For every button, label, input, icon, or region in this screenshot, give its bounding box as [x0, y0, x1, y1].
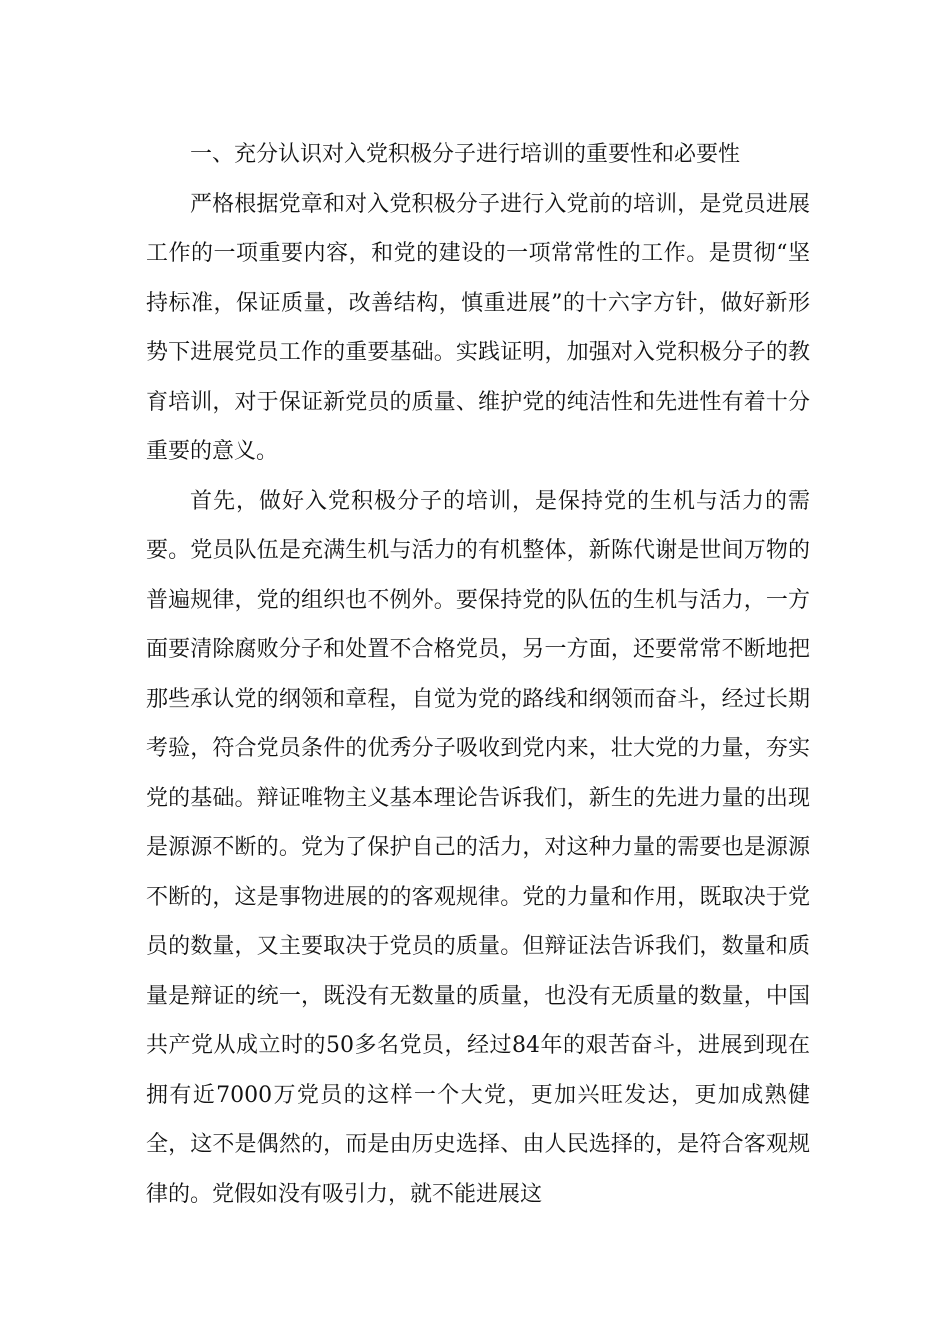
paragraph-2: 首先，做好入党积极分子的培训，是保持党的生机与活力的需要。党员队伍是充满生机与活力的有机整体，新陈代谢是世间万物的普遍规律，党的组织也不例外。要保持党的队伍的生机与活力，一方面要清除腐败分子和处置不合格党员，另一方面，还要常常不断地把那些承认党的纲领和章程，自觉为党的路线和纲领而奋斗，经过长期考验，符合党员条件的优秀分子吸收到党内来，壮大党的力量，夯实党的基础。辩证唯物主义基本理论告诉我们，新生的先进力量的出现是源源不断的。党为了保护自己的活力，对这种力量的需要也是源源不断的，这是事物进展的的客观规律。党的力量和作用，既取决于党员的数量，又主要取决于党员的质量。但辩证法告诉我们，数量和质量是辩证的统一，既没有无数量的质量，也没有无质量的数量，中国共产党从成立时的50多名党员，经过84年的艰苦奋斗，进展到现在拥有近7000万党员的这样一个大党，更加兴旺发达，更加成熟健全，这不是偶然的，而是由历史选择、由人民选择的，是符合客观规律的。党假如没有吸引力，就不能进展这: [146, 488, 810, 1207]
paragraph-1: 严格根据党章和对入党积极分子进行入党前的培训，是党员进展工作的一项重要内容，和党的建设的一项常常性的工作。是贯彻“坚持标准，保证质量，改善结构，慎重进展”的十六字方针，做好新形势下进展党员工作的重要基础。实践证明，加强对入党积极分子的教育培训，对于保证新党员的质量、维护党的纯洁性和先进性有着十分重要的意义。: [146, 191, 810, 464]
section-heading: 一、充分认识对入党积极分子进行培训的重要性和必要性: [190, 142, 741, 167]
document-body: [146, 130, 810, 1219]
